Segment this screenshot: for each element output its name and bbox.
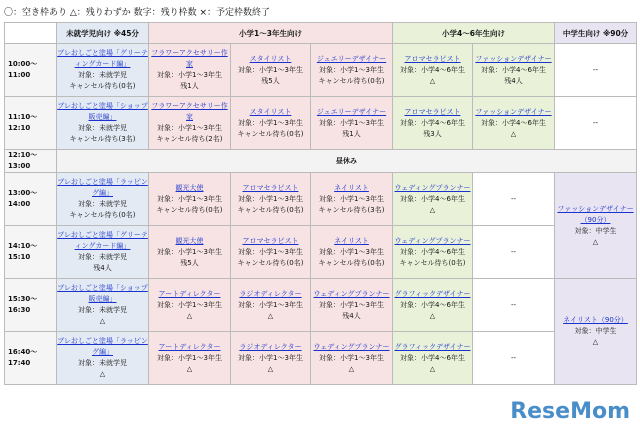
time-cell: 16:40～17:40 (5, 332, 57, 385)
activity-link[interactable]: ブレおしごと塗場「ショップ販売編」 (57, 284, 148, 303)
target-text: 対象：小学4～6年生 (481, 118, 546, 127)
preschool-cell (57, 173, 149, 226)
target-text: 対象：小学1～3年生 (238, 300, 303, 309)
target-text: 対象：小学4～6年生 (400, 353, 465, 362)
activity-link[interactable]: ファッションデザイナー (475, 54, 552, 63)
status-text: △ (186, 311, 193, 320)
upper-elementary-cell (393, 97, 473, 150)
lower-elementary-cell (149, 44, 231, 97)
lower-elementary-cell (311, 279, 393, 332)
status-text: △ (429, 76, 436, 85)
activity-link[interactable]: フラワーアクセサリー作家 (151, 102, 228, 121)
activity-link[interactable]: ウェディングプランナー (313, 342, 390, 351)
resemom-logo: ReseMom (510, 399, 630, 424)
preschool-cell (57, 226, 149, 279)
activity-link[interactable]: 観光大使 (175, 183, 204, 192)
lower-elementary-cell (231, 44, 311, 97)
status-text: △ (267, 311, 274, 320)
status-text: 残3人 (423, 129, 442, 138)
schedule-table (4, 22, 637, 385)
target-text: 対象：小学1～3年生 (157, 247, 222, 256)
status-text: 残4人 (93, 264, 112, 272)
activity-link[interactable]: ファッションデザイナー (475, 107, 552, 116)
upper-elementary-cell (473, 332, 555, 385)
preschool-cell (57, 97, 149, 150)
table-row (5, 332, 637, 385)
status-text: キャンセル待ち(0名) (237, 129, 304, 138)
status-text: △ (429, 311, 436, 320)
status-text: キャンセル待ち(0名) (318, 76, 385, 85)
target-text: 対象：小学1～3年生 (238, 118, 303, 127)
status-text: -- (510, 300, 517, 309)
preschool-cell (57, 332, 149, 385)
status-text: -- (510, 247, 517, 256)
status-text: 残4人 (342, 311, 361, 320)
target-text: 対象：小学1～3年生 (157, 300, 222, 309)
target-text: 対象：小学4～6年生 (400, 194, 465, 203)
header-preschool: 未就学児向け ※45分 (57, 23, 149, 44)
status-text: キャンセル待ち(0名) (237, 258, 304, 267)
time-cell: 11:10～12:10 (5, 97, 57, 150)
upper-elementary-cell (473, 226, 555, 279)
target-text: 対象：小学1～3年生 (157, 194, 222, 203)
status-text: △ (592, 338, 599, 346)
upper-elementary-cell (473, 279, 555, 332)
activity-link[interactable]: ジュエリーデザイナー (316, 54, 387, 63)
target-text: 対象：小学1～3年生 (319, 300, 384, 309)
status-text: △ (99, 317, 106, 325)
target-text: 対象：小学1～3年生 (319, 194, 384, 203)
activity-link[interactable]: 観光大使 (175, 236, 204, 245)
lower-elementary-cell (149, 226, 231, 279)
upper-elementary-cell (393, 332, 473, 385)
target-text: 対象：小学4～6年生 (400, 247, 465, 256)
junior-high-cell (555, 279, 637, 385)
status-text: 残4人 (504, 76, 523, 85)
activity-link[interactable]: ファッションデザイナー（90分） (557, 204, 634, 224)
lower-elementary-cell (231, 279, 311, 332)
upper-elementary-cell (473, 97, 555, 150)
status-text: キャンセル待ち(0名) (399, 258, 466, 267)
target-text: 対象：小学1～3年生 (319, 118, 384, 127)
status-text: △ (348, 364, 355, 373)
status-text: △ (429, 205, 436, 214)
activity-link[interactable]: グラフィックデザイナー (394, 289, 471, 298)
target-text: 対象：小学1～3年生 (238, 247, 303, 256)
junior-high-cell: -- (555, 97, 637, 150)
activity-link[interactable]: ラジオディレクター (239, 342, 302, 351)
status-text: △ (186, 364, 193, 373)
header-row (5, 23, 637, 44)
time-cell: 12:10～13:00 (5, 150, 57, 173)
activity-link[interactable]: ネイリスト（90分） (563, 316, 628, 324)
activity-link[interactable]: スタイリスト (249, 107, 292, 116)
target-text: 対象：未就学児 (78, 253, 127, 261)
target-text: 対象：小学1～3年生 (238, 353, 303, 362)
lower-elementary-cell (231, 173, 311, 226)
activity-link[interactable]: ブレおしごと塗場「グリーティングカード編」 (57, 49, 148, 68)
activity-link[interactable]: ウェディングプランナー (313, 289, 390, 298)
header-time (5, 23, 57, 44)
target-text: 対象：小学1～3年生 (238, 194, 303, 203)
activity-link[interactable]: ウェディングプランナー (394, 183, 471, 192)
target-text: 対象：小学1～3年生 (319, 353, 384, 362)
target-text: 対象：小学4～6年生 (400, 118, 465, 127)
header-upper-elementary: 小学4～6年生向け (393, 23, 555, 44)
preschool-cell (57, 44, 149, 97)
status-text: -- (510, 353, 517, 362)
target-text: 対象：未就学児 (78, 124, 127, 132)
header-lower-elementary: 小学1～3年生向け (149, 23, 393, 44)
activity-link[interactable]: グラフィックデザイナー (394, 342, 471, 351)
lower-elementary-cell (149, 279, 231, 332)
junior-high-cell (555, 173, 637, 279)
lower-elementary-cell (231, 226, 311, 279)
lower-elementary-cell (231, 332, 311, 385)
lower-elementary-cell (149, 97, 231, 150)
activity-link[interactable]: アートディレクター (158, 342, 221, 351)
header-junior-high: 中学生向け ※90分 (555, 23, 637, 44)
activity-link[interactable]: ブレおしごと塗場「グリーティングカード編」 (57, 231, 148, 250)
target-text: 対象：小学4～6年生 (400, 300, 465, 309)
status-text: キャンセル待ち(0名) (69, 211, 136, 219)
status-text: キャンセル待ち(2名) (156, 135, 223, 143)
table-row (5, 173, 637, 226)
status-text: △ (592, 237, 599, 246)
status-text: キャンセル待ち(0名) (318, 258, 385, 267)
target-text: 対象：未就学児 (78, 71, 127, 79)
target-text: 対象：小学1～3年生 (157, 353, 222, 362)
activity-link[interactable]: ブレおしごと塗場「ショップ販売編」 (57, 102, 148, 121)
status-text: △ (429, 364, 436, 373)
target-text: 対象：未就学児 (78, 359, 127, 367)
preschool-cell (57, 279, 149, 332)
lunch-row (5, 150, 637, 173)
activity-link[interactable]: ネイリスト (334, 183, 369, 192)
target-text: 対象：中学生 (574, 226, 617, 235)
target-text: 対象：未就学児 (78, 200, 127, 208)
time-cell: 10:00～11:00 (5, 44, 57, 97)
status-text: -- (510, 194, 517, 203)
lunch-label: 昼休み (57, 150, 637, 173)
status-text: △ (99, 370, 106, 378)
lower-elementary-cell (311, 44, 393, 97)
activity-link[interactable]: アロマセラピスト (404, 107, 461, 116)
time-cell: 14:10～15:10 (5, 226, 57, 279)
table-row (5, 226, 637, 279)
lower-elementary-cell (149, 332, 231, 385)
target-text: 対象：中学生 (574, 327, 617, 335)
status-text: △ (510, 129, 517, 138)
activity-link[interactable]: アロマセラピスト (242, 236, 299, 245)
lower-elementary-cell (311, 332, 393, 385)
activity-link[interactable]: ブレおしごと塗場「ラッピング編」 (57, 178, 148, 197)
target-text: 対象：小学1～3年生 (238, 65, 303, 74)
upper-elementary-cell (393, 279, 473, 332)
activity-link[interactable]: ラジオディレクター (239, 289, 302, 298)
upper-elementary-cell (393, 173, 473, 226)
time-cell: 13:00～14:00 (5, 173, 57, 226)
activity-link[interactable]: ブレおしごと塗場「ラッピング編」 (57, 337, 148, 356)
time-cell: 15:30～16:30 (5, 279, 57, 332)
activity-link[interactable]: ネイリスト (334, 236, 369, 245)
activity-link[interactable]: フラワーアクセサリー作家 (151, 49, 228, 68)
table-row (5, 97, 637, 150)
status-text: キャンセル待ち(3名) (69, 135, 136, 143)
status-text: キャンセル待ち(0名) (69, 82, 136, 90)
activity-link[interactable]: アロマセラピスト (404, 54, 461, 63)
status-text: キャンセル待ち(0名) (237, 205, 304, 214)
target-text: 対象：未就学児 (78, 306, 127, 314)
table-row (5, 279, 637, 332)
status-text: 残5人 (180, 258, 199, 267)
junior-high-cell: -- (555, 44, 637, 97)
activity-link[interactable]: アロマセラピスト (242, 183, 299, 192)
target-text: 対象：小学4～6年生 (400, 65, 465, 74)
legend: 〇：空き枠あり △：残りわずか 数字：残り枠数 ×：予定枠数終了 (4, 8, 271, 18)
activity-link[interactable]: ジュエリーデザイナー (316, 107, 387, 116)
activity-link[interactable]: スタイリスト (249, 54, 292, 63)
upper-elementary-cell (393, 226, 473, 279)
lower-elementary-cell (311, 226, 393, 279)
status-text: キャンセル待ち(0名) (156, 205, 223, 214)
status-text: キャンセル待ち(3名) (318, 205, 385, 214)
lower-elementary-cell (311, 173, 393, 226)
lower-elementary-cell (149, 173, 231, 226)
target-text: 対象：小学1～3年生 (157, 124, 222, 132)
target-text: 対象：小学1～3年生 (157, 71, 222, 79)
upper-elementary-cell (473, 44, 555, 97)
lower-elementary-cell (231, 97, 311, 150)
target-text: 対象：小学4～6年生 (481, 65, 546, 74)
lower-elementary-cell (311, 97, 393, 150)
upper-elementary-cell (473, 173, 555, 226)
upper-elementary-cell (393, 44, 473, 97)
target-text: 対象：小学1～3年生 (319, 247, 384, 256)
status-text: 残1人 (180, 82, 199, 90)
status-text: △ (267, 364, 274, 373)
table-row (5, 44, 637, 97)
activity-link[interactable]: アートディレクター (158, 289, 221, 298)
activity-link[interactable]: ウェディングプランナー (394, 236, 471, 245)
status-text: 残1人 (342, 129, 361, 138)
target-text: 対象：小学1～3年生 (319, 65, 384, 74)
status-text: 残5人 (261, 76, 280, 85)
